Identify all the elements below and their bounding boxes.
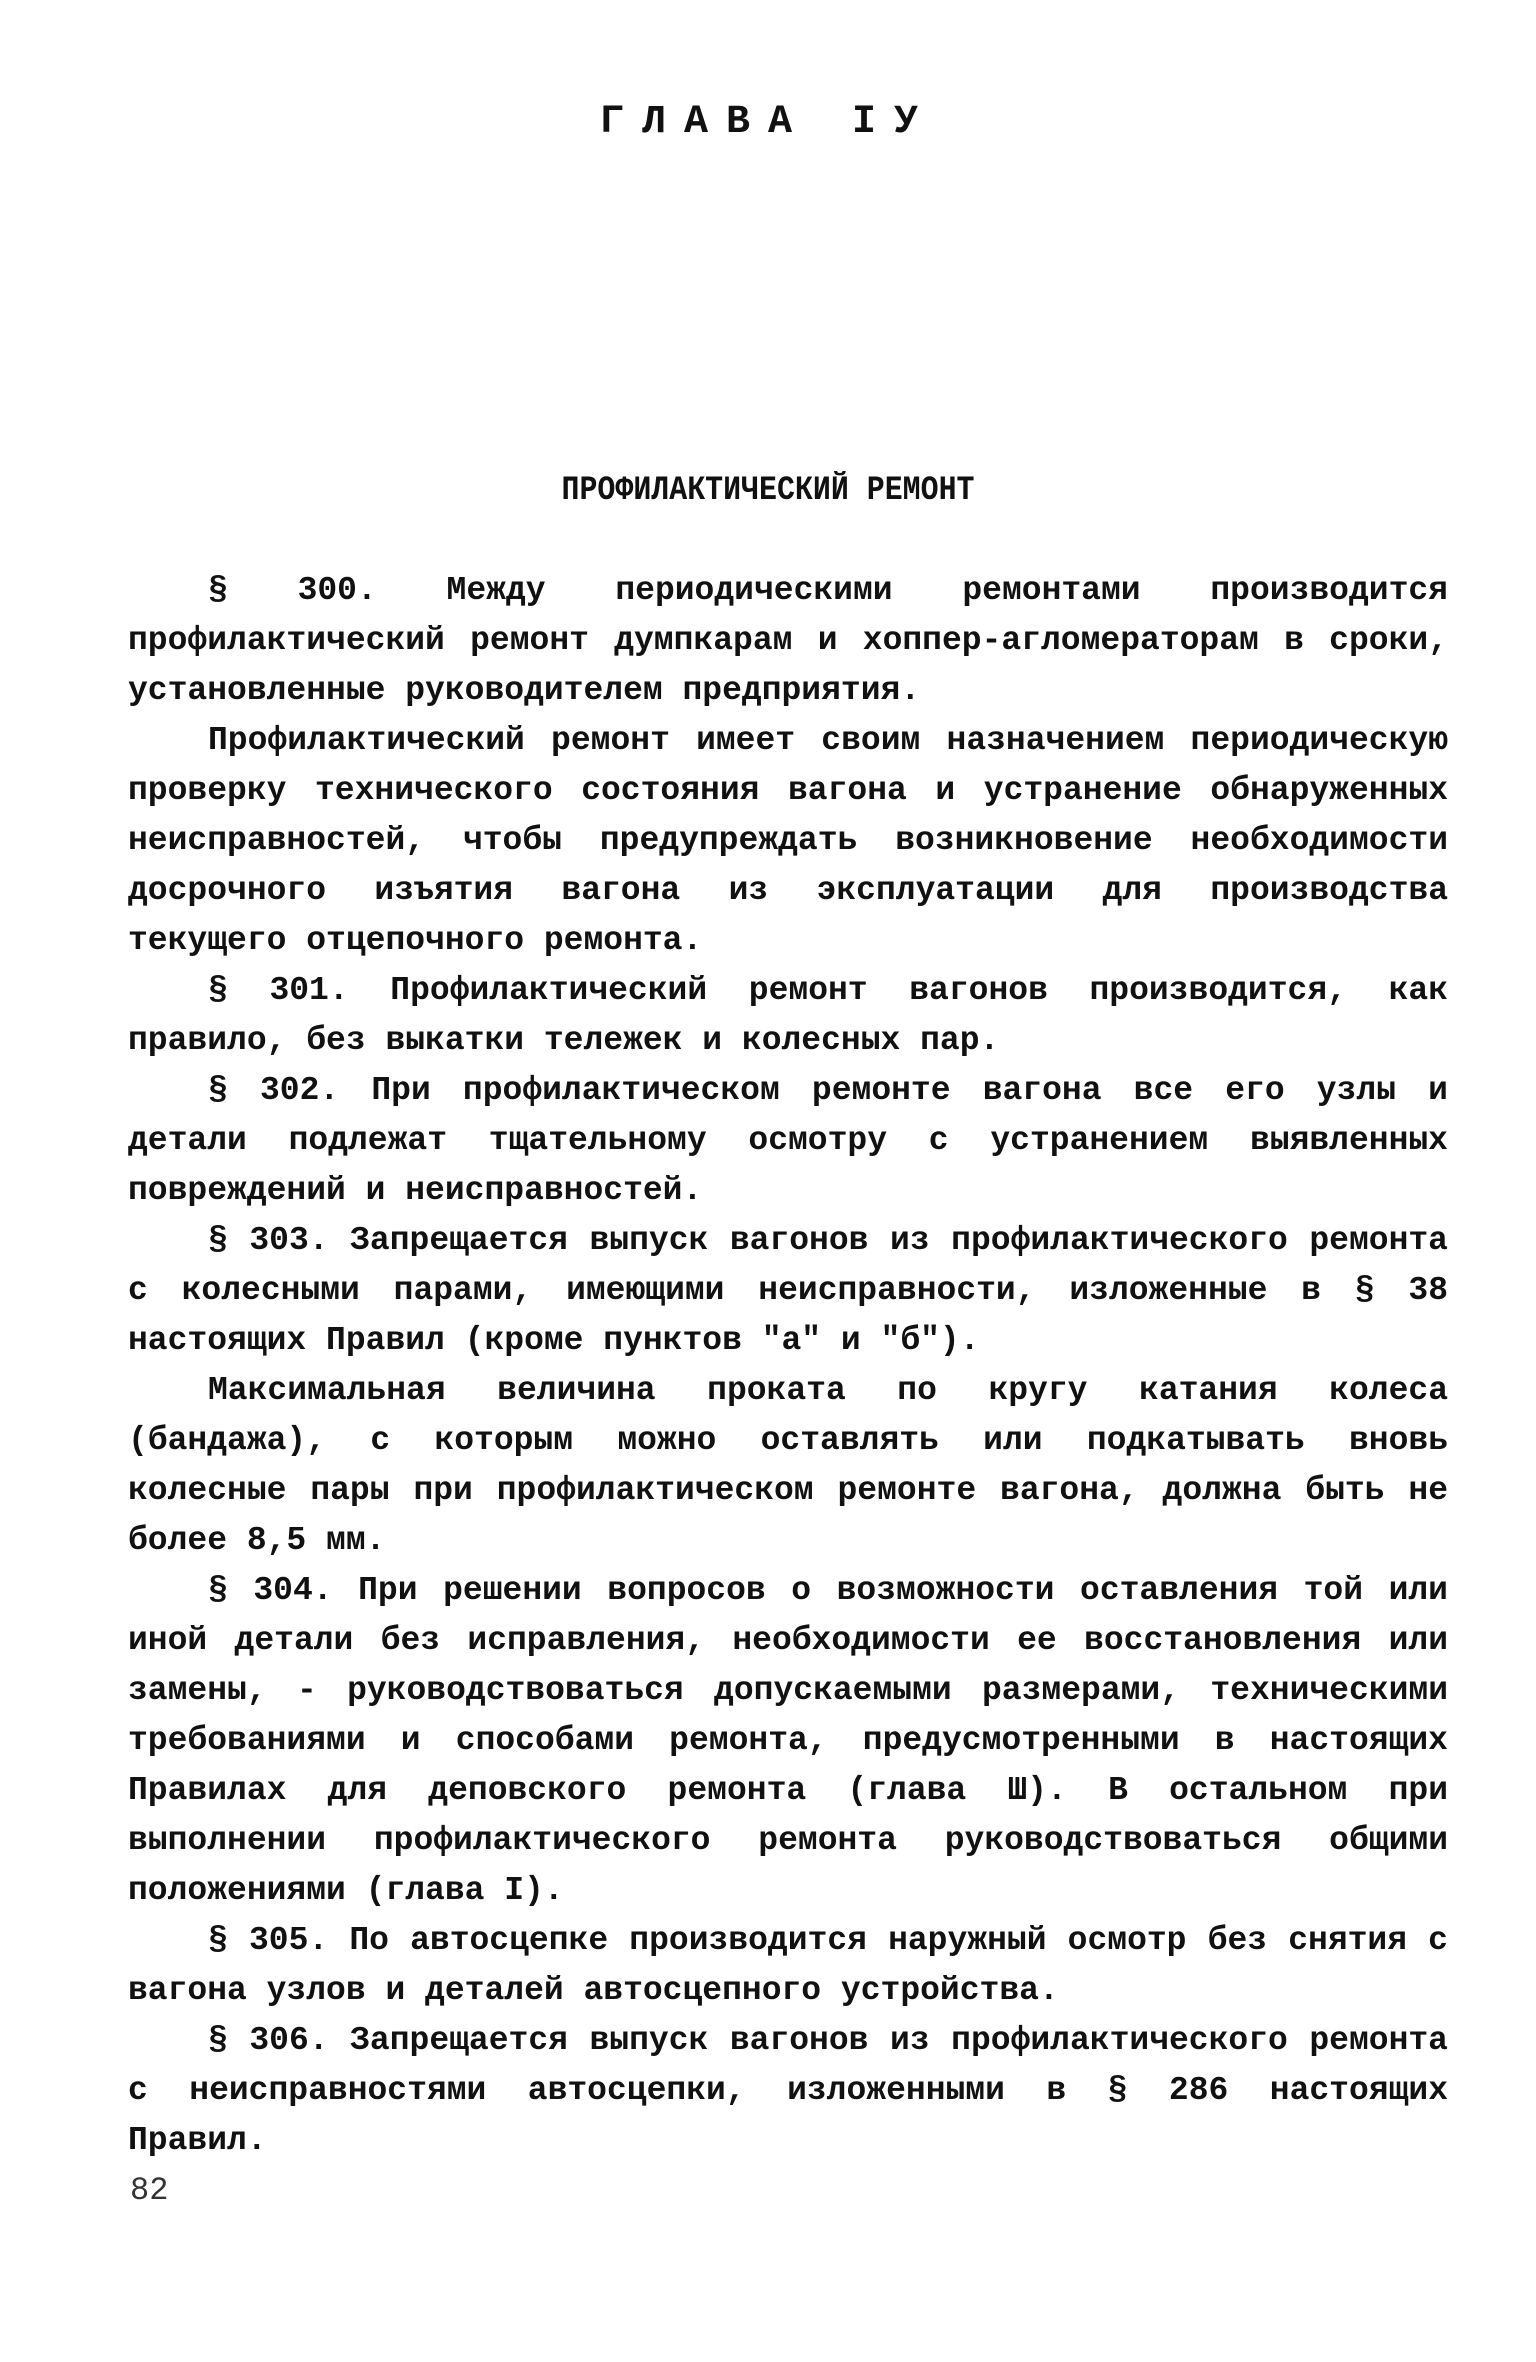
paragraph-section-301: § 301. Профилактический ремонт вагонов производится, как правило, без выкатки тележек и колесных пар. [128,972,1448,1059]
paragraph-section-300: § 300. Между периодическими ремонтами производится профилактический ремонт думпкарам и хоппер-агломераторам в сроки, установленные руководителем предприятия. [128,572,1448,709]
paragraph-section-302: § 302. При профилактическом ремонте вагона все его узлы и детали подлежат тщательному осмотру с устранением выявленных повреждений и неисправностей. [128,1072,1448,1209]
page-number: 82 [130,2172,169,2209]
section-title: ПРОФИЛАКТИЧЕСКИЙ РЕМОНТ [561,472,975,510]
paragraph-max-wear: Максимальная величина проката по кругу катания колеса (бандажа), с которым можно оставлять или подкатывать вновь колесные пары при профилактическом ремонте вагона, должна быть не более 8,5 мм. [128,1372,1448,1559]
chapter-heading: ГЛАВА IУ [599,100,937,145]
body-text [128,566,1448,2166]
paragraph-section-303: § 303. Запрещается выпуск вагонов из профилактического ремонта с колесными парами, имеющими неисправности, изложенные в § 38 настоящих Правил (кроме пунктов "а" и "б"). [128,1222,1448,1359]
paragraph-section-305: § 305. По автосцепке производится наружный осмотр без снятия с вагона узлов и деталей автосцепного устройства. [128,1922,1448,2009]
paragraph-section-304: § 304. При решении вопросов о возможности оставления той или иной детали без исправления, необходимости ее восстановления или замены, - руководствоваться допускаемыми размерами, техническими требованиями и способами ремонта, предусмотренными в настоящих Правилах для деповского ремонта (глава Ш). В остальном при выполнении профилактического ремонта руководствоваться общими положениями (глава I). [128,1572,1448,1909]
paragraph-section-306: § 306. Запрещается выпуск вагонов из профилактического ремонта с неисправностями автосцепки, изложенными в § 286 настоящих Правил. [128,2022,1448,2159]
paragraph-purpose: Профилактический ремонт имеет своим назначением периодическую проверку технического состояния вагона и устранение обнаруженных неисправностей, чтобы предупреждать возникновение необходимости досрочного изъятия вагона из эксплуатации для производства текущего отцепочного ремонта. [128,722,1448,959]
